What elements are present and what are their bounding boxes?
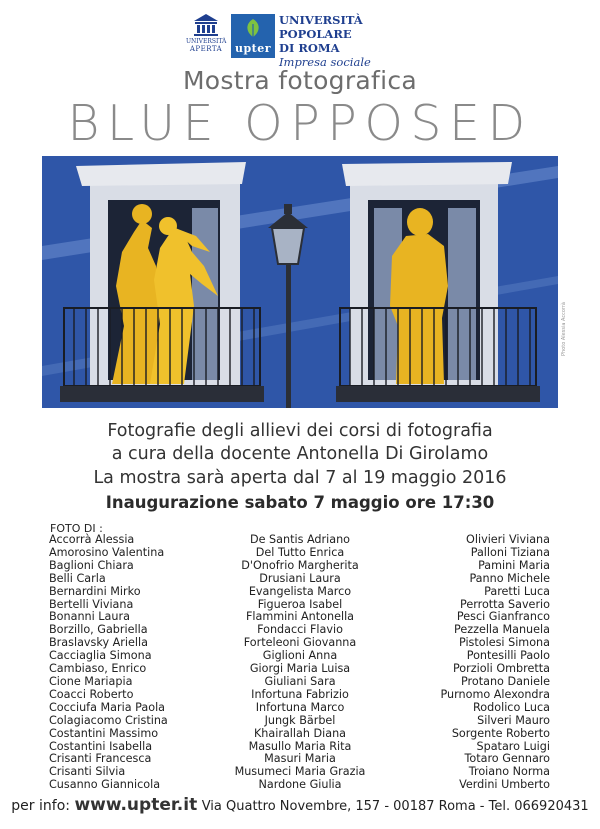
photographer-name: Costantini Isabella [49, 739, 153, 753]
info-line-1: Fotografie degli allievi dei corsi di fotografia [107, 421, 493, 441]
photographer-name: Pamini Maria [478, 558, 550, 572]
photographer-name: Colagiacomo Cristina [49, 713, 168, 727]
photographer-name: Purnomo Alexondra [440, 687, 550, 701]
photographers-column-3 [380, 534, 550, 792]
photographer-name: Fondacci Flavio [257, 623, 343, 637]
building-icon [193, 13, 219, 37]
photographer-name: Baglioni Chiara [49, 558, 134, 572]
photographer-name: Troiano Norma [468, 765, 550, 779]
universita-aperta-logo [186, 13, 226, 59]
photographer-name: Verdini Umberto [459, 778, 550, 792]
photo-credit: Photo Alessia Accorrà [561, 302, 567, 356]
photographer-name: Coacci Roberto [49, 687, 134, 701]
photographer-name: Pistolesi Simona [458, 636, 550, 650]
photographer-name: Amorosino Valentina [49, 545, 165, 559]
logo-left-line2: APERTA [189, 45, 223, 53]
photographer-name: Pesci Gianfranco [456, 610, 550, 624]
photographer-name: Flammini Antonella [245, 610, 355, 624]
website-link[interactable]: www.upter.it [74, 795, 198, 815]
photographer-name: Crisanti Silvia [49, 765, 126, 779]
photographer-name: Masullo Maria Rita [248, 739, 352, 753]
photographer-name: Braslavsky Ariella [49, 636, 148, 650]
university-name-line3: Impresa sociale [279, 55, 371, 69]
photographers-column-2 [210, 534, 390, 792]
photographer-name: Giorgi Maria Luisa [249, 662, 351, 676]
photographer-name: Belli Carla [49, 571, 106, 585]
university-name [279, 13, 429, 70]
photographer-name: Olivieri Viviana [466, 533, 550, 546]
photographer-name: Panno Michele [469, 571, 550, 585]
photographer-name: Paretti Luca [484, 584, 550, 598]
photographer-name: Protano Daniele [460, 674, 550, 688]
photographer-name: Giuliani Sara [264, 674, 336, 688]
photographer-name: Cione Mariapia [49, 674, 133, 688]
photographer-name: Cambiaso, Enrico [49, 662, 147, 676]
photographer-name: Evangelista Marco [248, 584, 352, 598]
photographer-name: Bernardini Mirko [49, 584, 141, 598]
photographer-name: Nardone Giulia [258, 778, 342, 792]
photographer-name: Jungk Bärbel [264, 713, 336, 727]
info-line-3: La mostra sarà aperta dal 7 al 19 maggio 2016 [93, 468, 507, 488]
photographer-name: Spataro Luigi [476, 739, 550, 753]
photographer-name: D'Onofrio Margherita [241, 558, 359, 572]
university-name-line2: DI ROMA [279, 41, 340, 55]
photographer-name: Forteleoni Giovanna [243, 636, 357, 650]
footer-address: Via Quattro Novembre, 157 - 00187 Roma - Tel. 066920431 [201, 799, 589, 814]
photographer-name: Pezzella Manuela [453, 623, 550, 637]
main-title: BLUE OPPOSED [67, 95, 533, 152]
photographer-name: Sorgente Roberto [451, 726, 550, 740]
photographer-name: De Santis Adriano [249, 533, 351, 546]
photographer-name: Pontesilli Paolo [466, 649, 550, 663]
photographer-name: Bertelli Viviana [49, 597, 134, 611]
photographer-name: Borzillo, Gabriella [49, 623, 148, 637]
university-name-line1: UNIVERSITÀ POPOLARE [279, 13, 363, 41]
upter-logo [231, 14, 275, 58]
photographer-name: Cusanno Giannicola [49, 778, 161, 792]
photographer-name: Silveri Mauro [477, 713, 550, 727]
photographers-column-1 [49, 534, 219, 792]
photographer-name: Bonanni Laura [49, 610, 130, 624]
footer-prefix: per info: [11, 798, 70, 814]
photographer-name: Del Tutto Enrica [255, 545, 345, 559]
info-line-2: a cura della docente Antonella Di Girolamo [111, 444, 489, 464]
exhibition-photo [42, 156, 558, 408]
photographer-name: Drusiani Laura [259, 571, 341, 585]
photographer-name: Totaro Gennaro [464, 752, 550, 766]
photographer-name: Infortuna Fabrizio [251, 687, 349, 701]
photographer-name: Palloni Tiziana [470, 545, 550, 559]
photographer-name: Perrotta Saverio [459, 597, 550, 611]
photographer-name: Masuri Maria [264, 752, 336, 766]
photographer-name: Figueroa Isabel [257, 597, 343, 611]
photographer-name: Musumeci Maria Grazia [234, 765, 366, 779]
inauguration-line: Inaugurazione sabato 7 maggio ore 17:30 [105, 493, 495, 512]
photographer-name: Giglioni Anna [262, 649, 338, 663]
photographer-name: Accorrà Alessia [49, 533, 135, 546]
photographers-label: FOTO DI : [50, 522, 103, 535]
subtitle: Mostra fotografica [182, 66, 418, 95]
photographer-name: Crisanti Francesca [49, 752, 152, 766]
photographer-name: Cocciufa Maria Paola [49, 700, 166, 714]
leaf-icon [244, 18, 262, 38]
photographer-name: Porzioli Ombretta [452, 662, 550, 676]
photographer-name: Rodolico Luca [473, 700, 550, 714]
photographer-name: Costantini Massimo [49, 726, 159, 740]
photographer-name: Infortuna Marco [255, 700, 345, 714]
photographer-name: Cacciaglia Simona [49, 649, 152, 663]
photographer-name: Khairallah Diana [253, 726, 347, 740]
logo-left-line1: UNIVERSITÀ [186, 38, 227, 45]
upter-logo-word: upter [234, 42, 272, 55]
footer [0, 795, 600, 815]
